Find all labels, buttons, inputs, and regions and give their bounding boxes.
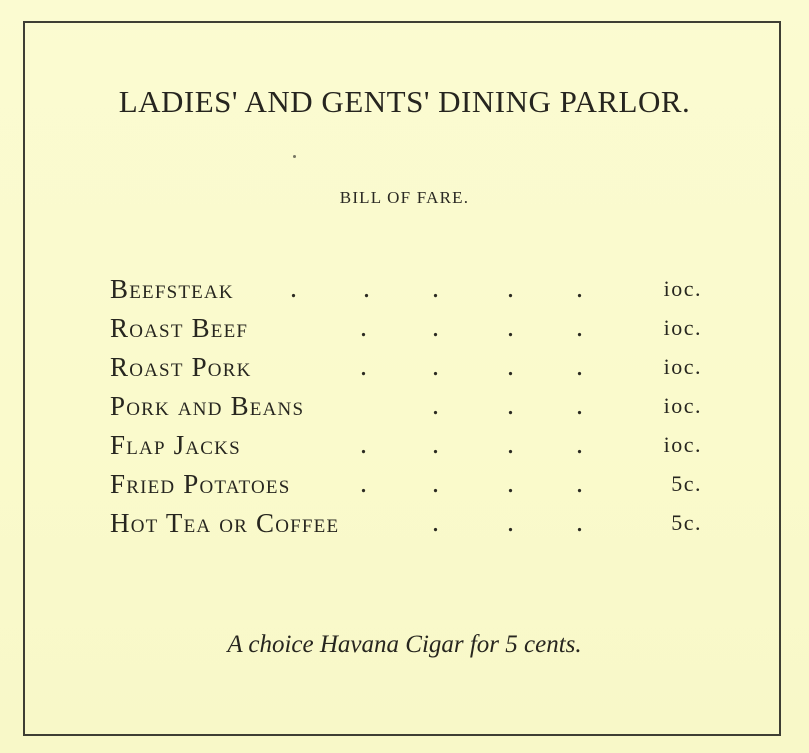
dish-name: Flap Jacks <box>110 430 241 460</box>
leader-dot: . <box>432 312 441 343</box>
menu-item <box>110 349 710 388</box>
leader-dot: . <box>432 507 441 538</box>
leader-dot: . <box>507 429 516 460</box>
leader-dot: . <box>507 507 516 538</box>
leader-dot: . <box>432 390 441 421</box>
menu-item <box>110 310 710 349</box>
leader-dot: . <box>507 351 516 382</box>
leader-dot: . <box>507 468 516 499</box>
dish-price: 5c. <box>671 510 702 535</box>
leader-dot: . <box>507 312 516 343</box>
leader-dot: . <box>576 507 585 538</box>
menu-item <box>110 505 710 544</box>
menu-item <box>110 271 710 310</box>
menu-list <box>110 271 710 544</box>
leader-dot: . <box>432 351 441 382</box>
dish-price: ioc. <box>663 393 702 418</box>
dish-price: ioc. <box>663 276 702 301</box>
dish-price: ioc. <box>663 432 702 457</box>
leader-dot: . <box>360 312 369 343</box>
dish-price: ioc. <box>663 354 702 379</box>
dish-name: Beefsteak <box>110 274 234 304</box>
dish-name: Fried Potatoes <box>110 469 291 499</box>
leader-dot: . <box>507 273 516 304</box>
leader-dot: . <box>507 390 516 421</box>
leader-dot: . <box>432 468 441 499</box>
leader-dot: . <box>576 351 585 382</box>
leader-dot: . <box>363 273 372 304</box>
leader-dot: . <box>360 429 369 460</box>
subtitle: BILL OF FARE. <box>339 188 470 207</box>
dish-name: Roast Pork <box>110 352 252 382</box>
dish-price: ioc. <box>663 315 702 340</box>
leader-dot: . <box>432 273 441 304</box>
leader-dot: . <box>576 312 585 343</box>
page-title: LADIES' AND GENTS' DINING PARLOR. <box>118 84 691 119</box>
leader-dot: . <box>576 390 585 421</box>
dish-name: Roast Beef <box>110 313 249 343</box>
leader-dot: . <box>432 429 441 460</box>
menu-item <box>110 466 710 505</box>
footer-note: A choice Havana Cigar for 5 cents. <box>227 631 582 658</box>
menu-item <box>110 388 710 427</box>
leader-dot: . <box>360 468 369 499</box>
menu-item <box>110 427 710 466</box>
dish-price: 5c. <box>671 471 702 496</box>
leader-dot: . <box>576 273 585 304</box>
dish-name: Hot Tea or Coffee <box>110 508 340 538</box>
dish-name: Pork and Beans <box>110 391 305 421</box>
paper-speck <box>293 155 296 158</box>
leader-dot: . <box>290 273 299 304</box>
leader-dot: . <box>360 351 369 382</box>
leader-dot: . <box>576 468 585 499</box>
leader-dot: . <box>576 429 585 460</box>
